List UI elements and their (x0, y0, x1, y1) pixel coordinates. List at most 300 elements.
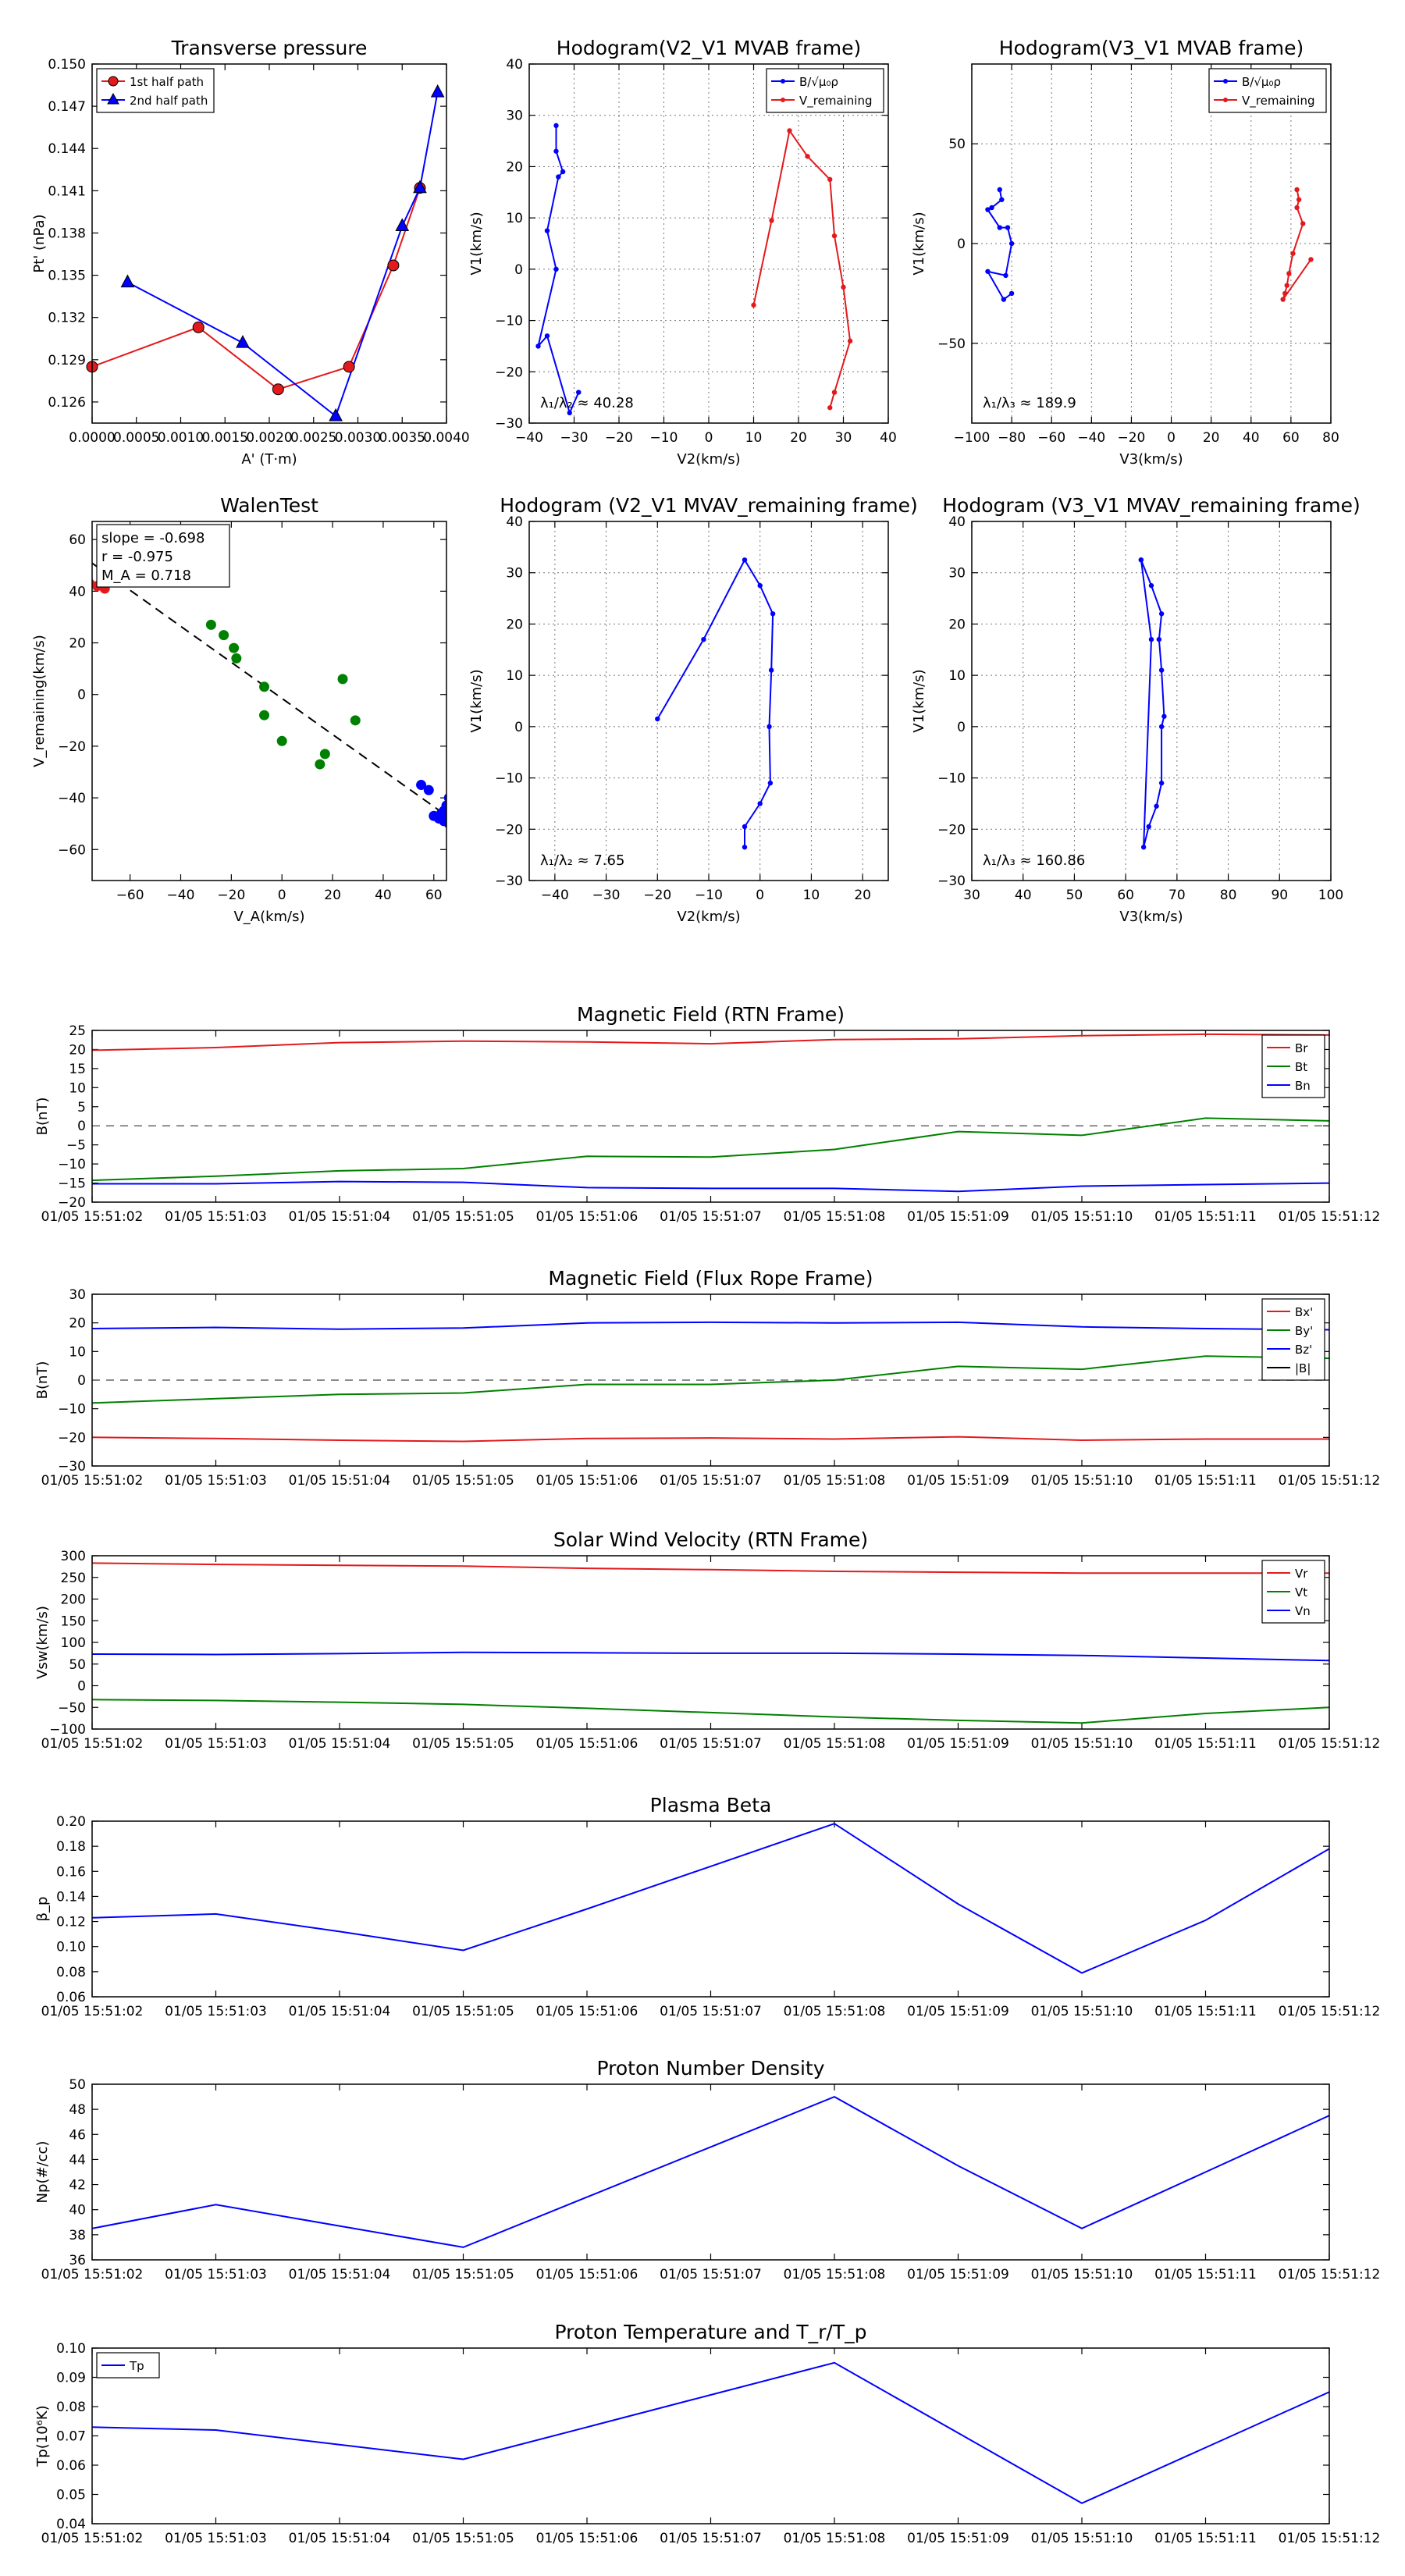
legend (1209, 69, 1326, 112)
y-tick-label: 40 (948, 514, 966, 530)
x-tick-label: 01/05 15:51:12 (1278, 2531, 1381, 2546)
x-tick-label: 01/05 15:51:04 (288, 1473, 391, 1489)
x-tick-label: 01/05 15:51:11 (1154, 2267, 1257, 2282)
chart-title: WalenTest (220, 494, 318, 517)
y-tick-label: 10 (506, 668, 523, 685)
x-tick-label: 40 (1014, 888, 1032, 903)
y-tick-label: 0 (514, 262, 523, 278)
y-tick-label: 30 (69, 1287, 86, 1303)
chart-title: Plasma Beta (649, 1794, 772, 1816)
x-tick-label: 01/05 15:51:04 (288, 2531, 391, 2546)
y-tick-label: −10 (495, 770, 523, 787)
y-tick-label: 0.141 (48, 183, 86, 200)
data-point (1280, 297, 1285, 301)
x-tick-label: 01/05 15:51:07 (660, 2267, 762, 2282)
x-tick-label: 60 (1117, 888, 1134, 903)
y-axis-label: V1(km/s) (468, 669, 485, 733)
data-point (770, 611, 775, 616)
y-tick-label: 200 (60, 1592, 86, 1608)
data-point (545, 228, 550, 233)
x-tick-label: 0 (704, 430, 713, 446)
legend-label: Vt (1295, 1585, 1308, 1599)
x-tick-label: 01/05 15:51:05 (412, 1473, 514, 1489)
x-tick-label: 01/05 15:51:06 (535, 1473, 638, 1489)
data-point (229, 643, 239, 653)
data-point (206, 620, 216, 630)
x-tick-label: 01/05 15:51:06 (535, 1209, 638, 1225)
x-tick-label: 01/05 15:51:08 (783, 2531, 886, 2546)
x-tick-label: 01/05 15:51:05 (412, 1209, 514, 1225)
chart-title: Solar Wind Velocity (RTN Frame) (553, 1528, 869, 1551)
y-tick-label: 0 (77, 687, 86, 703)
chart-title: Transverse pressure (171, 37, 368, 59)
y-tick-label: 15 (69, 1061, 86, 1077)
data-point (1290, 251, 1295, 256)
y-tick-label: −20 (58, 738, 86, 755)
y-tick-label: −40 (58, 791, 86, 807)
y-tick-label: 20 (69, 1315, 86, 1332)
chart-title: Hodogram(V2_V1 MVAB frame) (556, 37, 862, 59)
x-tick-label: 01/05 15:51:03 (165, 1473, 267, 1489)
x-tick-label: 0 (277, 888, 286, 903)
x-tick-label: 0.0015 (201, 430, 248, 446)
legend-label: B/√μ₀ρ (1242, 75, 1281, 89)
y-tick-label: 0.138 (48, 226, 86, 242)
x-tick-label: 01/05 15:51:04 (288, 1736, 391, 1752)
data-point (1159, 724, 1164, 729)
x-axis-label: V_A(km/s) (233, 909, 305, 925)
x-axis-label: V3(km/s) (1119, 909, 1183, 925)
x-tick-label: 0 (1167, 430, 1176, 446)
x-tick-label: 10 (802, 888, 820, 903)
data-point (1149, 637, 1154, 642)
x-tick-label: 80 (1219, 888, 1237, 903)
y-tick-label: 30 (506, 108, 523, 124)
legend-label: Tp (130, 2359, 144, 2373)
x-tick-label: −60 (1037, 430, 1066, 446)
x-tick-label: 40 (880, 430, 897, 446)
data-point (832, 390, 837, 394)
y-tick-label: 0.14 (56, 1889, 86, 1905)
x-tick-label: 01/05 15:51:07 (660, 1473, 762, 1489)
chart-title: Proton Number Density (596, 2057, 825, 2080)
x-tick-label: 0.0040 (423, 430, 470, 446)
x-tick-label: 01/05 15:51:04 (288, 1209, 391, 1225)
y-tick-label: 30 (948, 565, 966, 582)
y-axis-label: V1(km/s) (911, 669, 927, 733)
x-axis-label: V2(km/s) (677, 451, 741, 468)
x-tick-label: 01/05 15:51:05 (412, 1736, 514, 1752)
data-point (350, 715, 361, 725)
data-point (1300, 221, 1305, 226)
x-tick-label: 01/05 15:51:03 (165, 1736, 267, 1752)
y-tick-label: 0.147 (48, 99, 86, 116)
data-point (827, 177, 832, 182)
data-point (1141, 845, 1146, 849)
y-tick-label: −30 (495, 416, 523, 432)
legend-label: V_remaining (799, 94, 873, 108)
x-tick-label: 01/05 15:51:11 (1154, 2004, 1257, 2019)
data-point (272, 384, 283, 395)
y-tick-label: 0 (77, 1119, 86, 1135)
x-tick-label: 01/05 15:51:08 (783, 1209, 886, 1225)
x-tick-label: 100 (1318, 888, 1344, 903)
x-tick-label: 01/05 15:51:05 (412, 2004, 514, 2019)
y-tick-label: 0 (77, 1678, 86, 1695)
y-tick-label: 20 (69, 635, 86, 652)
data-point (1157, 637, 1161, 642)
walen-stat-line: M_A = 0.718 (101, 568, 191, 584)
legend-label: Vr (1295, 1567, 1308, 1581)
chart-title: Magnetic Field (RTN Frame) (577, 1003, 845, 1026)
y-tick-label: 0.18 (56, 1839, 86, 1856)
eigen-ratio-annotation: λ₁/λ₃ ≈ 189.9 (983, 395, 1076, 411)
x-tick-label: 01/05 15:51:09 (907, 2267, 1009, 2282)
data-point (553, 267, 558, 272)
x-tick-label: 01/05 15:51:06 (535, 2531, 638, 2546)
data-point (259, 681, 269, 692)
x-tick-label: 01/05 15:51:11 (1154, 1209, 1257, 1225)
x-tick-label: 0.0025 (290, 430, 337, 446)
data-point (1009, 241, 1014, 246)
x-tick-label: 60 (1282, 430, 1300, 446)
data-point (827, 405, 832, 410)
data-point (1001, 297, 1006, 301)
y-tick-label: 0.135 (48, 268, 86, 284)
data-point (742, 557, 747, 562)
x-tick-label: 01/05 15:51:11 (1154, 1736, 1257, 1752)
legend-label: 1st half path (130, 75, 205, 89)
y-tick-label: 0.06 (56, 2458, 86, 2474)
data-point (553, 149, 558, 154)
x-tick-label: 01/05 15:51:02 (41, 1209, 144, 1225)
x-tick-label: 01/05 15:51:09 (907, 2004, 1009, 2019)
data-point (1149, 583, 1154, 588)
data-point (769, 667, 774, 672)
y-tick-label: 40 (69, 2202, 86, 2218)
legend-label: 2nd half path (130, 94, 208, 108)
x-tick-label: −40 (540, 888, 569, 903)
data-point (848, 339, 852, 343)
x-tick-label: 10 (745, 430, 763, 446)
x-tick-label: 0.0010 (157, 430, 205, 446)
x-tick-label: 01/05 15:51:08 (783, 2267, 886, 2282)
walen-stat-line: slope = -0.698 (101, 530, 205, 546)
x-tick-label: −60 (116, 888, 144, 903)
data-point (758, 583, 763, 588)
x-tick-label: −100 (953, 430, 991, 446)
x-tick-label: 01/05 15:51:07 (660, 2531, 762, 2546)
data-point (985, 207, 990, 212)
y-tick-label: −20 (495, 822, 523, 838)
x-tick-label: 01/05 15:51:04 (288, 2004, 391, 2019)
y-tick-label: −10 (58, 1401, 86, 1418)
x-tick-label: −20 (217, 888, 246, 903)
x-tick-label: 01/05 15:51:03 (165, 1209, 267, 1225)
data-point (805, 154, 809, 158)
data-point (320, 749, 330, 759)
x-tick-label: 20 (1202, 430, 1220, 446)
legend-label: Bz' (1295, 1343, 1313, 1357)
x-tick-label: −10 (649, 430, 678, 446)
x-tick-label: 01/05 15:51:02 (41, 2531, 144, 2546)
y-tick-label: 0.08 (56, 2400, 86, 2415)
x-tick-label: 01/05 15:51:10 (1030, 1473, 1133, 1489)
data-point (338, 674, 348, 684)
y-tick-label: 50 (948, 137, 966, 153)
y-tick-label: 36 (69, 2253, 86, 2268)
x-tick-label: 01/05 15:51:02 (41, 2004, 144, 2019)
y-tick-label: 250 (60, 1570, 86, 1586)
y-axis-label: β_p (34, 1896, 51, 1922)
x-tick-label: 20 (790, 430, 807, 446)
y-tick-label: 0.144 (48, 141, 86, 158)
data-point (1159, 611, 1164, 616)
x-tick-label: 01/05 15:51:11 (1154, 1473, 1257, 1489)
x-tick-label: −20 (1117, 430, 1146, 446)
x-tick-label: 01/05 15:51:06 (535, 2267, 638, 2282)
y-tick-label: 0.07 (56, 2428, 86, 2445)
y-tick-label: −20 (58, 1430, 86, 1446)
walen-stats-box (97, 525, 229, 587)
y-tick-label: 0.16 (56, 1864, 86, 1880)
chart-title: Hodogram(V3_V1 MVAB frame) (998, 37, 1304, 59)
x-tick-label: 0.0005 (113, 430, 160, 446)
y-tick-label: 50 (69, 2077, 86, 2093)
x-tick-label: 0.0035 (379, 430, 425, 446)
data-point (576, 390, 581, 394)
y-tick-label: −20 (58, 1195, 86, 1211)
data-point (1159, 667, 1164, 672)
data-point (560, 169, 565, 174)
y-tick-label: 0.129 (48, 352, 86, 368)
walen-stat-line: r = -0.975 (101, 549, 173, 565)
y-tick-label: 0 (77, 1373, 86, 1389)
data-point (1147, 824, 1151, 829)
y-tick-label: 0.08 (56, 1964, 86, 1980)
x-tick-label: 90 (1271, 888, 1289, 903)
y-axis-label: Vsw(km/s) (34, 1606, 51, 1679)
y-tick-label: 40 (506, 57, 523, 73)
x-tick-label: 01/05 15:51:02 (41, 1473, 144, 1489)
x-axis-label: A' (T·m) (241, 451, 297, 468)
data-point (999, 197, 1004, 202)
x-tick-label: 01/05 15:51:12 (1278, 2004, 1381, 2019)
data-point (998, 187, 1002, 192)
x-tick-label: 60 (425, 888, 443, 903)
data-point (767, 724, 771, 729)
y-tick-label: −10 (495, 313, 523, 329)
eigen-ratio-annotation: λ₁/λ₂ ≈ 40.28 (540, 395, 634, 411)
chart-title: Hodogram (V2_V1 MVAV_remaining frame) (500, 494, 918, 517)
data-point (769, 218, 774, 222)
y-tick-label: 0.09 (56, 2370, 86, 2386)
data-point (1161, 714, 1166, 719)
data-point (742, 824, 747, 829)
x-tick-label: 20 (854, 888, 871, 903)
x-tick-label: 0.0020 (246, 430, 293, 446)
legend-label: Br (1295, 1041, 1308, 1055)
y-tick-label: 0.132 (48, 310, 86, 326)
data-point (424, 785, 434, 795)
data-point (787, 128, 791, 133)
data-point (1294, 205, 1299, 210)
y-tick-label: 20 (506, 159, 523, 176)
legend (97, 2353, 159, 2378)
y-tick-label: −50 (937, 336, 966, 352)
y-tick-label: 50 (69, 1656, 86, 1673)
y-tick-label: 10 (948, 668, 966, 685)
data-point (231, 653, 241, 664)
eigen-ratio-annotation: λ₁/λ₃ ≈ 160.86 (983, 852, 1086, 869)
legend-label: Vn (1295, 1604, 1311, 1618)
x-tick-label: 01/05 15:51:07 (660, 2004, 762, 2019)
data-point (758, 801, 763, 806)
y-axis-label: V1(km/s) (468, 212, 485, 276)
y-tick-label: 10 (69, 1080, 86, 1097)
x-tick-label: 01/05 15:51:06 (535, 2004, 638, 2019)
x-tick-label: −80 (998, 430, 1026, 446)
y-tick-label: 20 (948, 617, 966, 633)
y-tick-label: −20 (937, 822, 966, 838)
y-tick-label: −10 (58, 1157, 86, 1173)
y-tick-label: −50 (58, 1700, 86, 1717)
x-tick-label: 30 (963, 888, 980, 903)
y-tick-label: 30 (506, 565, 523, 582)
y-tick-label: 0.20 (56, 1814, 86, 1830)
legend-label: By' (1295, 1324, 1314, 1338)
y-tick-label: 42 (69, 2177, 86, 2194)
y-tick-label: 38 (69, 2227, 86, 2243)
y-tick-label: 0.10 (56, 2341, 86, 2357)
x-tick-label: 40 (1242, 430, 1260, 446)
x-tick-label: 01/05 15:51:02 (41, 1736, 144, 1752)
x-tick-label: 01/05 15:51:11 (1154, 2531, 1257, 2546)
x-tick-label: 01/05 15:51:08 (783, 1473, 886, 1489)
y-tick-label: −20 (495, 365, 523, 381)
x-tick-label: 01/05 15:51:10 (1030, 1209, 1133, 1225)
x-tick-label: −40 (166, 888, 195, 903)
y-tick-label: −30 (58, 1459, 86, 1475)
x-tick-label: 01/05 15:51:03 (165, 2531, 267, 2546)
y-tick-label: 10 (69, 1344, 86, 1361)
x-tick-label: 50 (1065, 888, 1083, 903)
legend (767, 69, 884, 112)
data-point (388, 260, 399, 271)
x-tick-label: −20 (605, 430, 633, 446)
legend (1262, 1560, 1325, 1623)
data-point (343, 361, 354, 372)
y-tick-label: 10 (506, 211, 523, 227)
y-tick-label: 100 (60, 1635, 86, 1651)
y-axis-label: B(nT) (34, 1097, 51, 1136)
data-point (1294, 187, 1299, 192)
y-axis-label: Tp(10⁶K) (34, 2405, 51, 2467)
y-tick-label: 0.04 (56, 2517, 86, 2532)
x-tick-label: 01/05 15:51:12 (1278, 1209, 1381, 1225)
x-tick-label: 01/05 15:51:10 (1030, 1736, 1133, 1752)
data-point (535, 343, 540, 348)
x-tick-label: 01/05 15:51:06 (535, 1736, 638, 1752)
y-tick-label: 40 (506, 514, 523, 530)
y-tick-label: 0.10 (56, 1939, 86, 1955)
y-tick-label: 20 (506, 617, 523, 633)
y-tick-label: 150 (60, 1614, 86, 1630)
y-tick-label: 0.05 (56, 2487, 86, 2503)
legend-label: Bt (1295, 1060, 1308, 1074)
x-tick-label: 01/05 15:51:09 (907, 2531, 1009, 2546)
data-point (998, 225, 1002, 229)
y-tick-label: 5 (77, 1099, 86, 1115)
data-point (1308, 257, 1313, 262)
legend-label: |B| (1295, 1361, 1311, 1375)
x-tick-label: −40 (1077, 430, 1106, 446)
y-tick-label: −5 (66, 1137, 86, 1154)
eigen-ratio-annotation: λ₁/λ₂ ≈ 7.65 (540, 852, 625, 869)
data-point (277, 736, 287, 746)
x-tick-label: 0.0000 (69, 430, 116, 446)
y-tick-label: 0 (514, 719, 523, 735)
data-point (1154, 804, 1158, 809)
data-point (1005, 225, 1010, 229)
y-axis-label: V1(km/s) (911, 212, 927, 276)
x-tick-label: 01/05 15:51:08 (783, 1736, 886, 1752)
x-tick-label: 01/05 15:51:05 (412, 2267, 514, 2282)
legend-label: V_remaining (1242, 94, 1315, 108)
x-tick-label: 01/05 15:51:05 (412, 2531, 514, 2546)
y-tick-label: −100 (49, 1722, 86, 1738)
chart-title: Magnetic Field (Flux Rope Frame) (548, 1267, 873, 1290)
y-tick-label: −30 (495, 873, 523, 889)
data-point (556, 174, 560, 179)
y-tick-label: 0.06 (56, 1990, 86, 2005)
x-tick-label: 01/05 15:51:09 (907, 1473, 1009, 1489)
x-axis-label: V3(km/s) (1119, 451, 1183, 468)
data-point (1003, 273, 1008, 278)
data-point (259, 710, 269, 720)
legend (1262, 1299, 1325, 1380)
data-point (219, 630, 229, 640)
data-point (1159, 781, 1164, 785)
legend (1262, 1035, 1325, 1098)
y-tick-label: 0 (957, 719, 966, 735)
legend (97, 69, 214, 112)
y-tick-label: 0.150 (48, 57, 86, 73)
x-tick-label: 80 (1322, 430, 1339, 446)
x-tick-label: 01/05 15:51:10 (1030, 2531, 1133, 2546)
data-point (315, 760, 325, 770)
x-tick-label: 70 (1168, 888, 1186, 903)
x-tick-label: 0 (756, 888, 765, 903)
y-tick-label: 0.12 (56, 1914, 86, 1930)
data-point (545, 333, 550, 338)
data-point (655, 717, 660, 721)
x-tick-label: 01/05 15:51:09 (907, 1736, 1009, 1752)
data-point (1285, 283, 1289, 287)
x-tick-label: 30 (834, 430, 852, 446)
y-tick-label: 46 (69, 2127, 86, 2144)
legend-label: Bx' (1295, 1305, 1314, 1319)
x-tick-label: 01/05 15:51:12 (1278, 2267, 1381, 2282)
x-tick-label: −10 (695, 888, 723, 903)
data-point (742, 845, 747, 849)
y-tick-label: 44 (69, 2152, 86, 2169)
data-point (1139, 557, 1144, 562)
x-tick-label: −40 (515, 430, 543, 446)
x-tick-label: 20 (324, 888, 341, 903)
legend-label: B/√μ₀ρ (799, 75, 838, 89)
y-tick-label: −15 (58, 1176, 86, 1192)
